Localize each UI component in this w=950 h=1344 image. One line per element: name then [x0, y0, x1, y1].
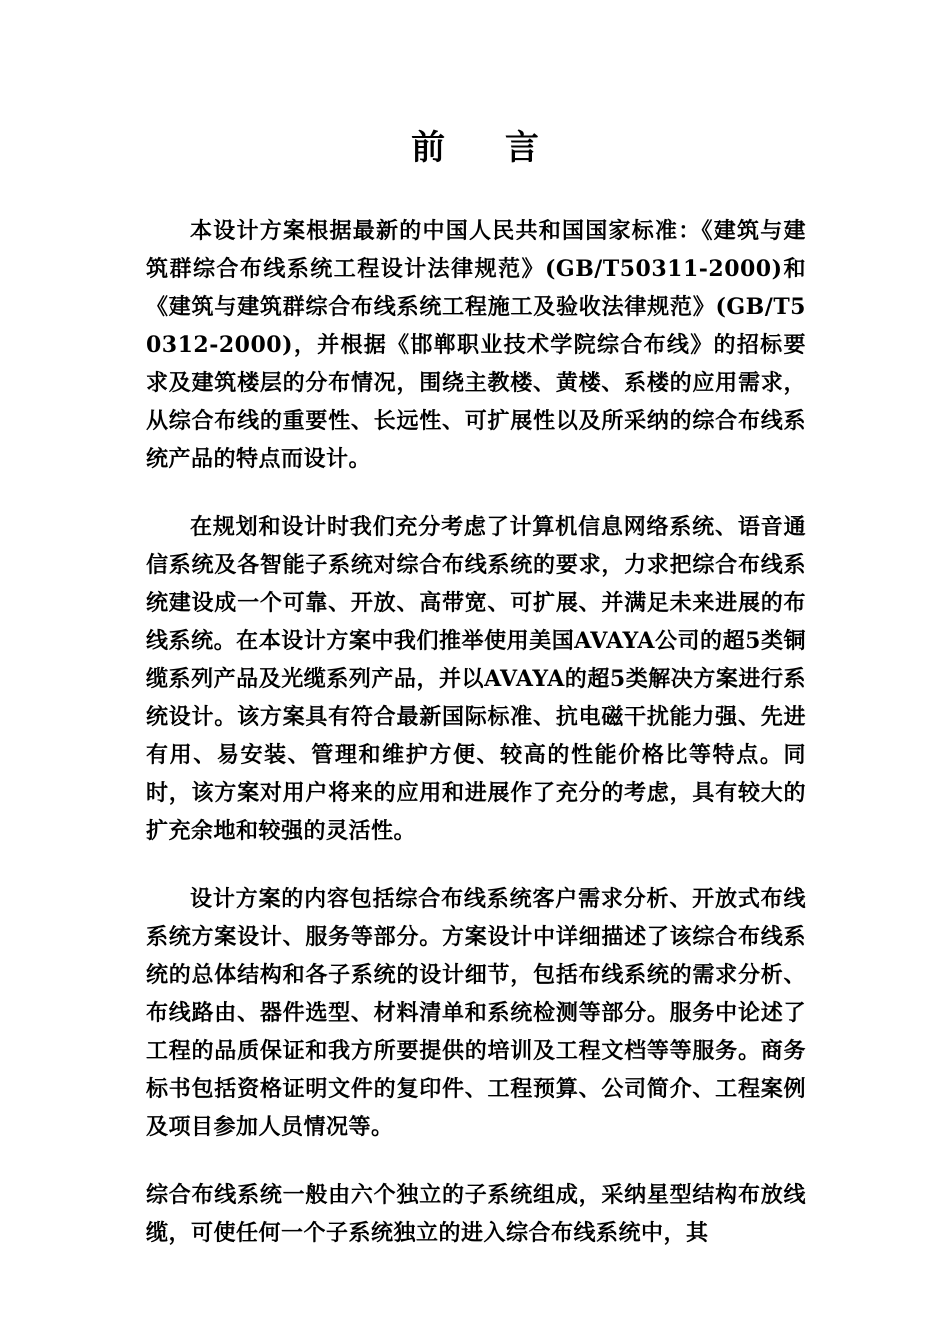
paragraph-design-considerations: 在规划和设计时我们充分考虑了计算机信息网络系统、语音通信系统及各智能子系统对综合布线系统的要求，力求把综合布线系统建设成一个可靠、开放、高带宽、可扩展、并满足未来进展的布线系统。在本设计方案中我们推举使用美国AVAYA公司的超5类铜缆系列产品及光缆系列产品，并以AVAYA的超5类解决方案进行系统设计。该方案具有符合最新国际标准、抗电磁干扰能力强、先进有用、易安装、管理和维护方便、较高的性能价格比等特点。同时，该方案对用户将来的应用和进展作了充分的考虑，具有较大的扩充余地和较强的灵活性。 — [146, 514, 806, 844]
body-text — [146, 212, 806, 1252]
paragraph-standards: 本设计方案根据最新的中国人民共和国国家标准：《建筑与建筑群综合布线系统工程设计法律规范》(GB/T50311-2000)和《建筑与建筑群综合布线系统工程施工及验收法律规范》(GB/T50312-2000)，并根据《邯郸职业技术学院综合布线》的招标要求及建筑楼层的分布情况，围绕主教楼、黄楼、系楼的应用需求，从综合布线的重要性、长远性、可扩展性以及所采纳的综合布线系统产品的特点而设计。 — [146, 218, 806, 472]
paragraph-gap — [146, 1146, 806, 1176]
paragraph-scope: 设计方案的内容包括综合布线系统客户需求分析、开放式布线系统方案设计、服务等部分。方案设计中详细描述了该综合布线系统的总体结构和各子系统的设计细节，包括布线系统的需求分析、布线路由、器件选型、材料清单和系统检测等部分。服务中论述了工程的品质保证和我方所要提供的培训及工程文档等等服务。商务标书包括资格证明文件的复印件、工程预算、公司简介、工程案例及项目参加人员情况等。 — [146, 886, 806, 1140]
paragraph-gap — [146, 850, 806, 880]
paragraph-subsystems: 综合布线系统一般由六个独立的子系统组成，采纳星型结构布放线缆，可使任何一个子系统独立的进入综合布线系统中，其 — [146, 1182, 806, 1246]
page-title: 前 言 — [411, 128, 563, 168]
paragraph-gap — [146, 478, 806, 508]
